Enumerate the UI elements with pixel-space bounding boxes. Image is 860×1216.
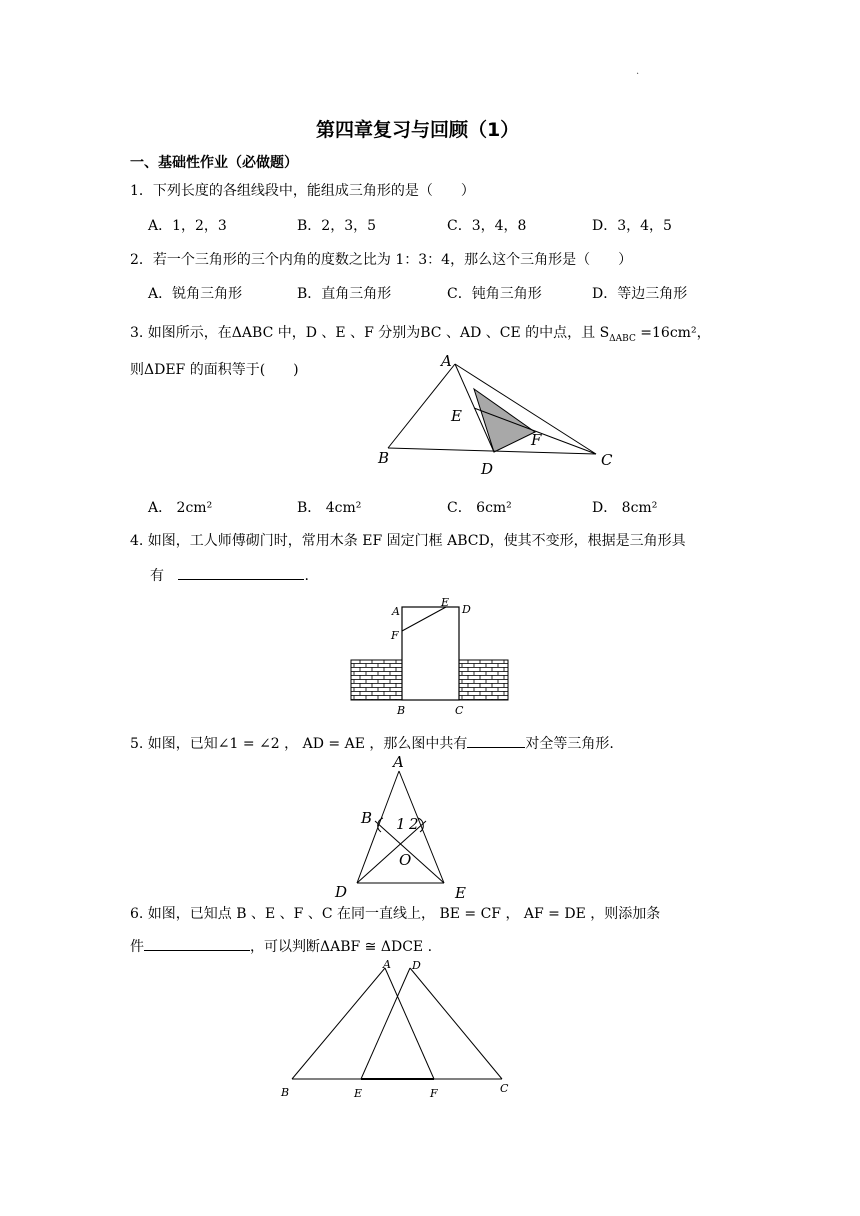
question-5-answer-blank[interactable] (467, 733, 525, 748)
question-5-line (130, 733, 614, 753)
label-e: E (455, 884, 466, 902)
side-de (361, 968, 410, 1079)
door-frame (402, 607, 459, 700)
question-6-line-1: 6. 如图，已知点 B 、E 、F 、C 在同一直线上， BE = CF ， AF = DE ，则添加条 (130, 906, 661, 922)
label-b: B (397, 704, 406, 717)
question-1-option-b: B．2，3，5 (297, 218, 377, 234)
question-3-text: 3. 如图所示，在ΔABC 中，D 、E 、F 分别为BC 、AD 、CE 的中点，且 S (130, 325, 610, 341)
label-e: E (451, 407, 462, 425)
header-dot: . (636, 66, 640, 77)
label-f: F (531, 431, 542, 449)
label-c: C (500, 1082, 509, 1095)
question-5-figure (328, 752, 478, 902)
question-4-line-1: 4. 如图，工人师傅砌门时，常用木条 EF 固定门框 ABCD，使其不变形，根据是三角形具 (130, 533, 686, 549)
question-3-figure (370, 350, 620, 480)
question-3-option-c: C． 6cm² (447, 500, 512, 516)
question-3-line-1 (130, 322, 711, 344)
question-4-text-post: . (304, 568, 309, 584)
label-b: B (281, 1086, 290, 1099)
question-4-figure (345, 595, 515, 720)
question-2-option-b: B．直角三角形 (297, 286, 392, 302)
side-dc (410, 968, 502, 1079)
question-1-option-a: A．1，2，3 (148, 218, 227, 234)
question-1-stem: 1．下列长度的各组线段中，能组成三角形的是（ ） (130, 183, 475, 199)
side-af (385, 968, 434, 1079)
question-6-text-pre: 件 (130, 939, 144, 955)
question-4-text-pre: 有 (150, 568, 164, 584)
question-3-option-d: D． 8cm² (592, 500, 658, 516)
side-bc (388, 448, 596, 454)
side-ab (292, 968, 385, 1079)
label-b: B (361, 809, 373, 827)
section-heading: 一、基础性作业（必做题） (130, 155, 298, 171)
label-e: E (354, 1087, 363, 1100)
question-6-line-2 (130, 936, 432, 956)
question-2-option-c: C．钝角三角形 (447, 286, 542, 302)
label-f: F (391, 629, 399, 642)
question-4-line-2 (150, 565, 309, 585)
label-angle-2: 2 (409, 815, 419, 833)
question-4-answer-blank[interactable] (178, 565, 304, 580)
label-angle-1: 1 (396, 815, 406, 833)
question-3-subscript: ΔABC (609, 333, 636, 344)
label-c: C (601, 451, 613, 469)
label-a: A (383, 958, 391, 971)
label-d: D (481, 460, 494, 478)
question-5-text-pre: 5. 如图，已知∠1 = ∠2 ， AD = AE ，那么图中共有 (130, 736, 468, 752)
question-2-stem: 2．若一个三角形的三个内角的度数之比为 1：3：4，那么这个三角形是（ ） (130, 252, 633, 268)
brick-wall-left (351, 660, 402, 700)
page-title: 第四章复习与回顾（1） (316, 119, 520, 141)
label-o: O (399, 851, 412, 869)
question-3-option-b: B． 4cm² (297, 500, 362, 516)
label-f: F (430, 1087, 438, 1100)
question-5-text-post: 对全等三角形. (525, 736, 614, 752)
question-6-answer-blank[interactable] (144, 936, 250, 951)
label-a: A (393, 753, 404, 771)
label-e: E (441, 596, 450, 609)
question-1-option-c: C．3，4，8 (447, 218, 527, 234)
question-2-option-d: D．等边三角形 (592, 286, 688, 302)
question-3-option-a: A． 2cm² (148, 500, 213, 516)
label-a: A (392, 605, 400, 618)
question-3-text-end: =16cm²， (635, 325, 711, 341)
question-2-option-a: A．锐角三角形 (148, 286, 243, 302)
label-d: D (412, 959, 421, 972)
question-1-option-d: D．3，4，5 (592, 218, 672, 234)
label-b: B (378, 449, 390, 467)
label-a: A (441, 352, 452, 370)
label-d: D (335, 883, 348, 901)
label-c: C (455, 704, 464, 717)
label-d: D (462, 603, 471, 616)
question-6-figure (275, 955, 525, 1105)
question-6-text-post: ，可以判断ΔABF ≅ ΔDCE . (250, 939, 433, 955)
brick-wall-right (459, 660, 508, 700)
question-3-line-2: 则ΔDEF 的面积等于( ) (130, 362, 299, 378)
triangle-def-shaded (474, 389, 535, 452)
side-ab (388, 364, 455, 448)
